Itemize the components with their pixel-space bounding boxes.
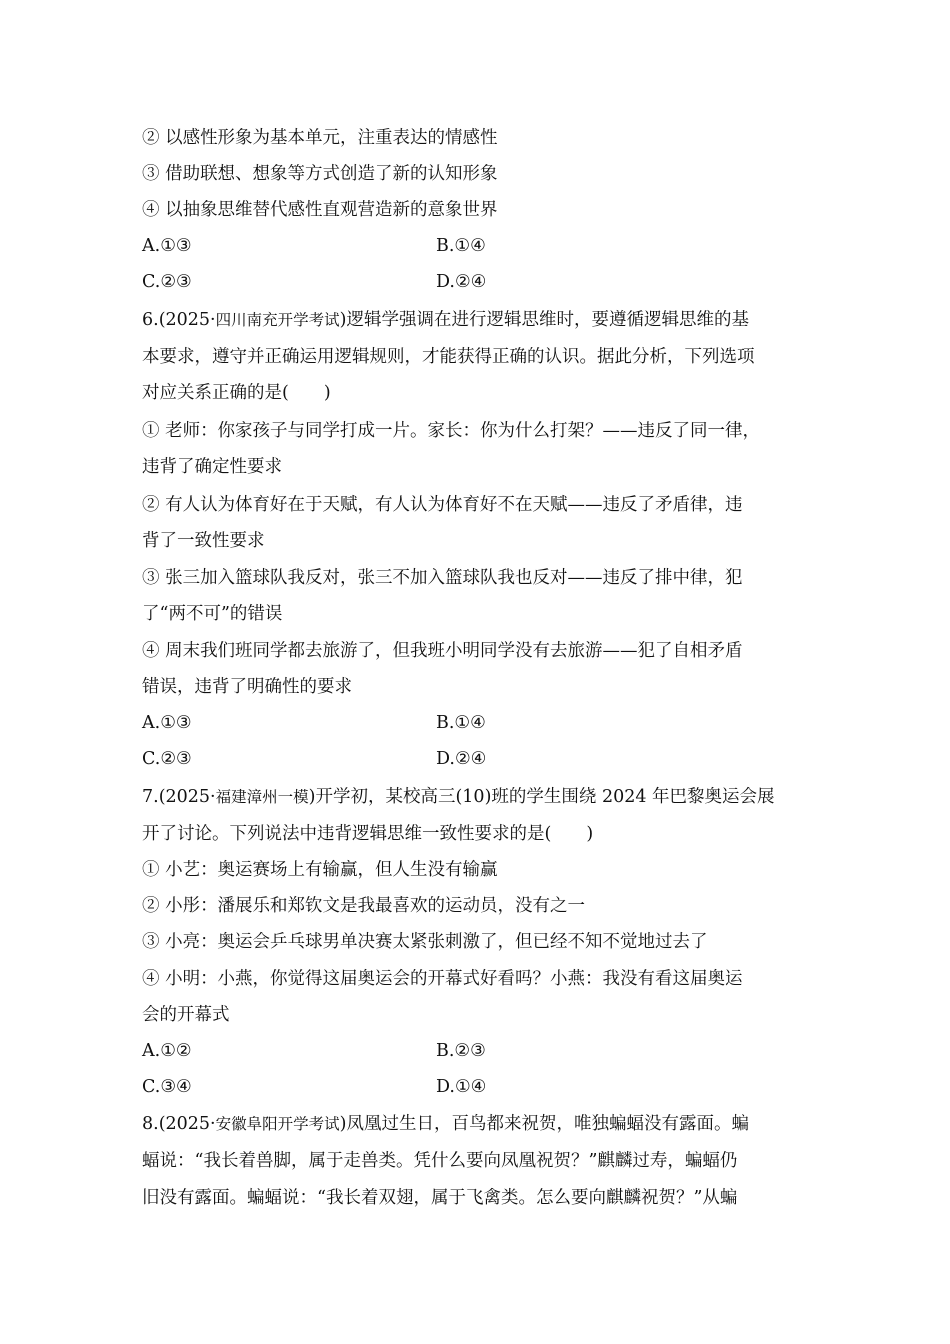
q7-number: 7.(2025· — [142, 787, 216, 807]
q6-statement-2-line-2: 背了一致性要求 — [142, 531, 265, 551]
q6-statement-4-line-1: ④ 周末我们班同学都去旅游了，但我班小明同学没有去旅游——犯了自相矛盾 — [142, 641, 743, 661]
q8-stem-text-1: )凤凰过生日，百鸟都来祝贺，唯独蝙蝠没有露面。蝙 — [339, 1114, 749, 1134]
q7-option-d: D.①④ — [436, 1077, 487, 1097]
q6-stem-text-1: )逻辑学强调在进行逻辑思维时，要遵循逻辑思维的基 — [339, 310, 749, 330]
q5-option-c: C.②③ — [142, 272, 192, 292]
q7-stem-text-1: )开学初，某校高三(10)班的学生围绕 2024 年巴黎奥运会展 — [308, 787, 775, 807]
q8-stem-line-3: 旧没有露面。蝙蝠说：“我长着双翅，属于飞禽类。怎么要向麒麟祝贺？”从蝙 — [142, 1188, 738, 1208]
q6-number: 6.(2025· — [142, 310, 216, 330]
q7-statement-3: ③ 小亮：奥运会乒乓球男单决赛太紧张刺激了，但已经不知不觉地过去了 — [142, 932, 708, 952]
q7-option-b: B.②③ — [436, 1041, 486, 1061]
q7-statement-4-line-1: ④ 小明：小燕，你觉得这届奥运会的开幕式好看吗？小燕：我没有看这届奥运 — [142, 969, 743, 989]
q6-statement-1-line-1: ① 老师：你家孩子与同学打成一片。家长：你为什么打架？——违反了同一律， — [142, 421, 761, 441]
q8-number: 8.(2025· — [142, 1114, 216, 1134]
q8-stem-line-1 — [142, 1113, 749, 1135]
q6-statement-2-line-1: ② 有人认为体育好在于天赋，有人认为体育好不在天赋——违反了矛盾律，违 — [142, 495, 743, 515]
q6-option-d: D.②④ — [436, 749, 487, 769]
q6-statement-3-line-2: 了“两不可”的错误 — [142, 604, 283, 624]
q5-statement-4: ④ 以抽象思维替代感性直观营造新的意象世界 — [142, 200, 498, 220]
q5-option-a: A.①③ — [142, 236, 192, 256]
q6-statement-4-line-2: 错误，违背了明确性的要求 — [142, 677, 352, 697]
q6-source: 四川南充开学考试 — [215, 311, 340, 329]
q6-statement-3-line-1: ③ 张三加入篮球队我反对，张三不加入篮球队我也反对——违反了排中律，犯 — [142, 568, 743, 588]
q6-option-c: C.②③ — [142, 749, 192, 769]
q5-statement-3: ③ 借助联想、想象等方式创造了新的认知形象 — [142, 164, 498, 184]
q5-option-b: B.①④ — [436, 236, 486, 256]
q7-statement-4-line-2: 会的开幕式 — [142, 1005, 230, 1025]
q6-stem-line-1 — [142, 309, 749, 331]
q6-statement-1-line-2: 违背了确定性要求 — [142, 457, 282, 477]
q6-option-b: B.①④ — [436, 713, 486, 733]
q5-option-d: D.②④ — [436, 272, 487, 292]
q7-stem-line-1 — [142, 786, 775, 808]
q8-source: 安徽阜阳开学考试 — [215, 1115, 340, 1133]
q7-statement-1: ① 小艺：奥运赛场上有输赢，但人生没有输赢 — [142, 860, 498, 880]
q6-stem-line-2: 本要求，遵守并正确运用逻辑规则，才能获得正确的认识。据此分析，下列选项 — [142, 347, 755, 367]
q8-stem-line-2: 蝠说：“我长着兽脚，属于走兽类。凭什么要向凤凰祝贺？”麒麟过寿，蝙蝠仍 — [142, 1151, 738, 1171]
q7-option-c: C.③④ — [142, 1077, 192, 1097]
q7-source: 福建漳州一模 — [215, 788, 309, 806]
q6-option-a: A.①③ — [142, 713, 192, 733]
q7-option-a: A.①② — [142, 1041, 192, 1061]
q7-stem-line-2: 开了讨论。下列说法中违背逻辑思维一致性要求的是( ) — [142, 824, 594, 844]
q7-statement-2: ② 小彤：潘展乐和郑钦文是我最喜欢的运动员，没有之一 — [142, 896, 586, 916]
q6-stem-line-3: 对应关系正确的是( ) — [142, 383, 331, 403]
q5-statement-2: ② 以感性形象为基本单元，注重表达的情感性 — [142, 128, 498, 148]
